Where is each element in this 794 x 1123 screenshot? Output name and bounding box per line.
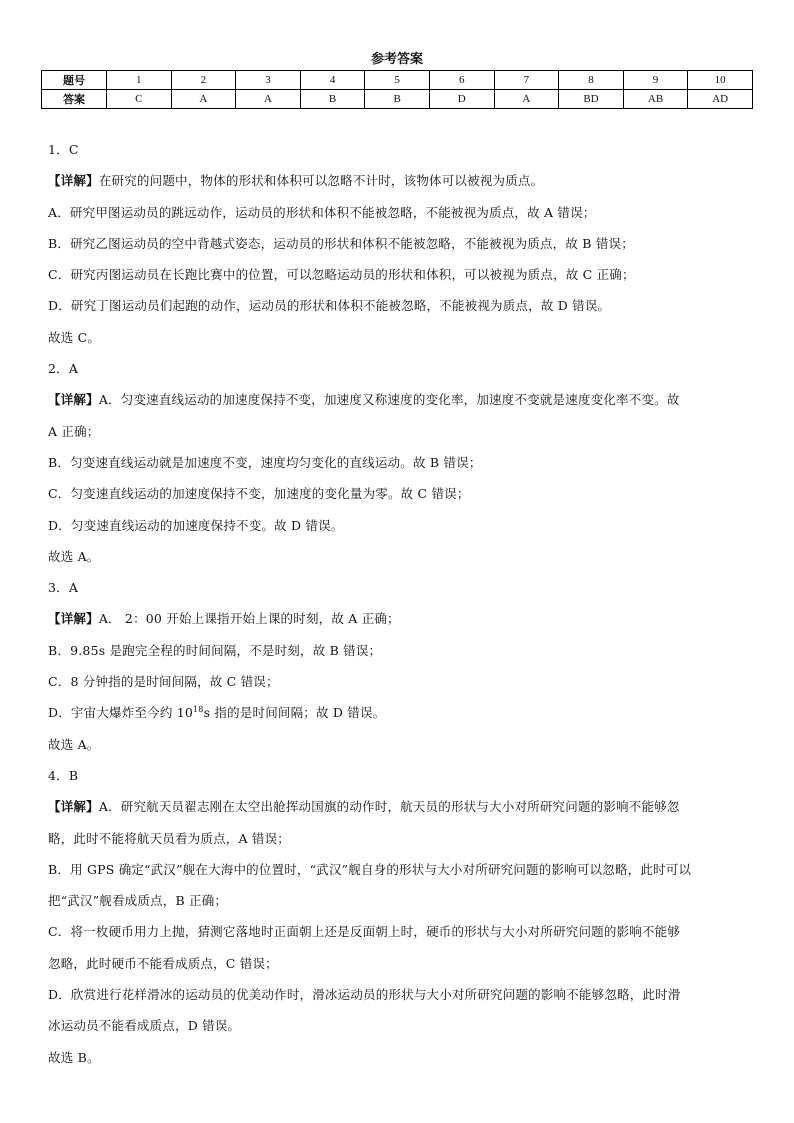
answer-table — [41, 70, 753, 109]
detail-text: 在研究的问题中，物体的形状和体积可以忽略不计时，该物体可以被视为质点。 — [98, 173, 544, 189]
question-4-option-a — [48, 791, 748, 822]
question-4-option-b: B．用 GPS 确定“武汉”舰在大海中的位置时，“武汉”舰自身的形状与大小对所研究问题的影响可以忽略，此时可以 — [48, 861, 692, 877]
detail-tag: 【详解】 — [48, 173, 99, 189]
question-1-option-b: B．研究乙图运动员的空中背越式姿态，运动员的形状和体积不能被忽略，不能被视为质点，故 B 错误； — [48, 235, 634, 251]
question-3-option-c: C．8 分钟指的是时间间隔，故 C 错误； — [48, 674, 279, 690]
question-2-option-a-cont: A 正确； — [48, 423, 100, 439]
answer-table-number-row — [42, 71, 753, 90]
question-3-heading: 3．A — [48, 580, 79, 596]
detail-tag: 【详解】 — [48, 799, 99, 815]
question-number-cell: 5 — [365, 71, 430, 90]
answer-cell: A — [236, 90, 301, 109]
question-4-option-b-cont: 把“武汉”舰看成质点，B 正确； — [48, 893, 228, 909]
question-2-option-d: D．匀变速直线运动的加速度保持不变。故 D 错误。 — [48, 517, 344, 533]
question-1-heading: 1．C — [48, 142, 79, 157]
option-a-text-line1: A．匀变速直线运动的加速度保持不变，加速度又称速度的变化率，加速度不变就是速度变化率不变。故 — [98, 392, 680, 408]
question-4-conclusion: 故选 B。 — [48, 1049, 100, 1065]
question-4-option-d: D．欣赏进行花样滑冰的运动员的优美动作时，滑冰运动员的形状与大小对所研究问题的影响不能够忽略，此时滑 — [48, 987, 681, 1003]
question-3-option-b: B．9.85s 是跑完全程的时间间隔，不是时刻，故 B 错误； — [48, 642, 382, 658]
question-2-heading: 2．A — [48, 361, 79, 377]
question-number-cell: 1 — [107, 71, 172, 90]
answer-cell: D — [429, 90, 494, 109]
detail-tag: 【详解】 — [48, 392, 99, 408]
question-2-option-b: B．匀变速直线运动就是加速度不变，速度均匀变化的直线运动。故 B 错误； — [48, 454, 482, 470]
question-number-cell: 4 — [300, 71, 365, 90]
row-label-number: 题号 — [42, 71, 107, 90]
question-number-cell: 8 — [559, 71, 624, 90]
question-number-cell: 10 — [688, 71, 753, 90]
question-number-cell: 7 — [494, 71, 559, 90]
detail-tag: 【详解】 — [48, 611, 99, 627]
answer-cell: B — [300, 90, 365, 109]
question-3-option-d — [48, 697, 748, 728]
answer-table-answer-row — [42, 90, 753, 109]
answer-cell: A — [494, 90, 559, 109]
question-4-option-d-cont: 冰运动员不能看成质点，D 错误。 — [48, 1018, 241, 1034]
question-1-conclusion: 故选 C。 — [48, 329, 101, 345]
question-2-option-a — [48, 384, 748, 415]
question-3-conclusion: 故选 A。 — [48, 736, 100, 752]
question-1-detail — [48, 165, 748, 196]
question-4-option-c: C．将一枚硬币用力上抛，猜测它落地时正面朝上还是反面朝上时，硬币的形状与大小对所研究问题的影响不能够 — [48, 924, 681, 940]
question-1-option-a: A．研究甲图运动员的跳远动作，运动员的形状和体积不能被忽略，不能被视为质点，故 A 错误； — [48, 204, 596, 220]
page-title: 参考答案 — [370, 52, 423, 67]
option-d-suffix: s 指的是时间间隔；故 D 错误。 — [203, 705, 386, 721]
answer-cell: C — [107, 90, 172, 109]
answer-cell: AD — [688, 90, 753, 109]
row-label-answer: 答案 — [42, 90, 107, 109]
option-a-text-line1: A．研究航天员翟志刚在太空出舱挥动国旗的动作时，航天员的形状与大小对所研究问题的影响不能够忽 — [98, 799, 680, 815]
question-2-conclusion: 故选 A。 — [48, 548, 100, 564]
answer-cell: BD — [559, 90, 624, 109]
question-2-option-c: C．匀变速直线运动的加速度保持不变，加速度的变化量为零。故 C 错误； — [48, 486, 470, 502]
question-number-cell: 3 — [236, 71, 301, 90]
option-a-text: A． 2：00 开始上课指开始上课的时刻，故 A 正确； — [98, 611, 400, 627]
answer-cell: B — [365, 90, 430, 109]
question-number-cell: 2 — [171, 71, 236, 90]
question-number-cell: 6 — [429, 71, 494, 90]
question-1-option-d: D．研究丁图运动员们起跑的动作，运动员的形状和体积不能被忽略，不能被视为质点，故 D 错误。 — [48, 298, 611, 314]
solutions — [48, 134, 748, 1073]
question-3-option-a — [48, 603, 748, 634]
option-d-prefix: D．宇宙大爆炸至今约 10 — [48, 705, 194, 721]
question-4-option-c-cont: 忽略，此时硬币不能看成质点，C 错误； — [48, 955, 278, 971]
question-number-cell: 9 — [623, 71, 688, 90]
question-4-option-a-cont: 略，此时不能将航天员看为质点，A 错误； — [48, 830, 291, 846]
question-4-heading: 4．B — [48, 767, 79, 783]
answer-cell: AB — [623, 90, 688, 109]
question-1-option-c: C．研究丙图运动员在长跑比赛中的位置，可以忽略运动员的形状和体积，可以被视为质点，故 C 正确； — [48, 267, 635, 283]
answer-cell: A — [171, 90, 236, 109]
option-d-exponent: 18 — [193, 705, 204, 715]
